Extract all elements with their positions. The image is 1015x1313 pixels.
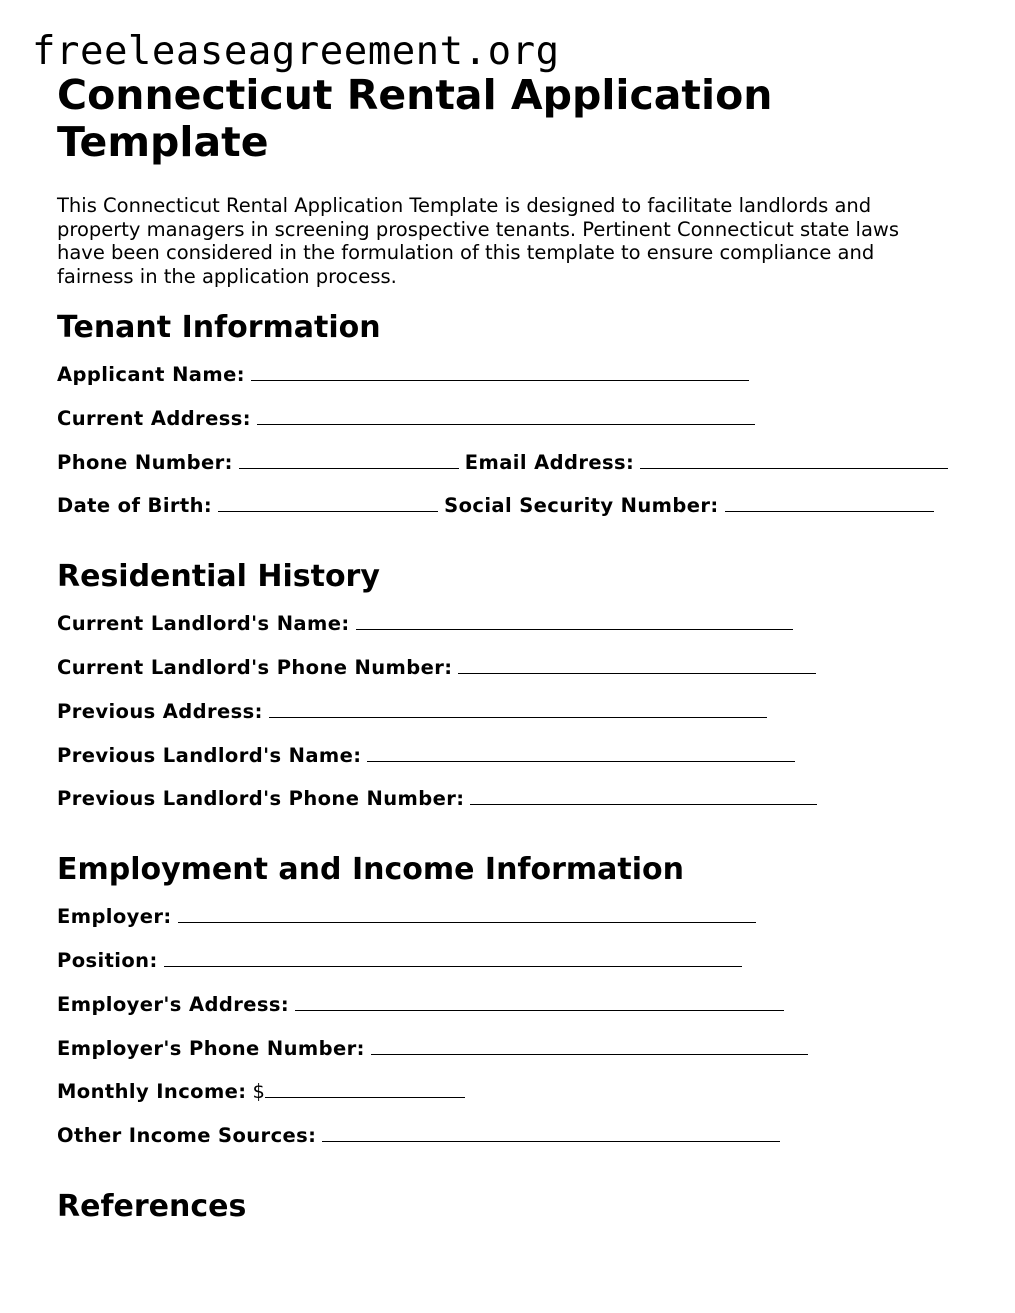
section-heading-residential-history: Residential History [57,559,380,595]
position-row [57,948,937,992]
watermark-text: freeleaseagreement.org [32,29,560,74]
current-landlord-name-label: Current Landlord's Name: [57,612,350,636]
previous-landlord-name-field[interactable] [367,743,795,762]
section-heading-employment-income: Employment and Income Information [57,852,684,888]
applicant-name-row [57,362,937,406]
employer-phone-row [57,1036,937,1080]
previous-landlord-phone-row [57,786,937,830]
monthly-income-label: Monthly Income: [57,1080,247,1104]
section-heading-references: References [57,1188,247,1224]
previous-landlord-name-row [57,743,937,787]
date-of-birth-label: Date of Birth: [57,494,213,518]
currency-symbol: $ [252,1080,265,1104]
employer-phone-field[interactable] [371,1036,808,1055]
ssn-field[interactable] [725,493,934,512]
intro-paragraph: This Connecticut Rental Application Template is designed to facilitate landlords and property managers in screening prospective tenants. Pertinent Connecticut state laws have been considered in the formulation of this template to ensure compliance and fairness in the application process. [57,194,900,288]
ssn-label: Social Security Number: [444,494,719,518]
residential-fields [57,611,937,830]
position-label: Position: [57,948,158,972]
other-income-row [57,1123,937,1167]
previous-address-row [57,699,937,743]
current-landlord-phone-row [57,655,937,699]
current-address-row [57,406,937,450]
employer-address-row [57,992,937,1036]
employer-field[interactable] [178,904,756,923]
current-address-label: Current Address: [57,406,251,430]
employer-label: Employer: [57,905,172,929]
section-heading-tenant-information: Tenant Information [57,310,381,345]
employer-row [57,904,937,948]
employer-phone-label: Employer's Phone Number: [57,1036,365,1060]
applicant-name-label: Applicant Name: [57,363,245,386]
previous-landlord-name-label: Previous Landlord's Name: [57,743,362,767]
dob-ssn-row [57,493,937,537]
other-income-field[interactable] [322,1123,780,1142]
current-address-field[interactable] [257,406,755,425]
phone-number-label: Phone Number: [57,450,233,474]
position-field[interactable] [164,948,742,967]
previous-landlord-phone-label: Previous Landlord's Phone Number: [57,787,465,811]
current-landlord-phone-label: Current Landlord's Phone Number: [57,655,453,679]
phone-email-row [57,450,937,494]
document-title: Connecticut Rental Application Template [57,71,773,166]
previous-address-label: Previous Address: [57,699,263,723]
monthly-income-field[interactable] [265,1079,465,1098]
email-address-field[interactable] [640,450,948,469]
current-landlord-name-row [57,611,937,655]
current-landlord-phone-field[interactable] [458,655,816,674]
document-body [57,72,937,1225]
phone-number-field[interactable] [239,450,459,469]
applicant-name-field[interactable] [251,362,749,381]
employer-address-field[interactable] [295,992,784,1011]
tenant-fields [57,362,937,537]
employment-fields [57,904,937,1167]
email-address-label: Email Address: [464,450,635,474]
previous-address-field[interactable] [269,699,767,718]
employer-address-label: Employer's Address: [57,992,290,1016]
previous-landlord-phone-field[interactable] [470,786,817,805]
monthly-income-row [57,1079,937,1123]
date-of-birth-field[interactable] [218,493,438,512]
other-income-label: Other Income Sources: [57,1124,317,1148]
current-landlord-name-field[interactable] [356,611,793,630]
